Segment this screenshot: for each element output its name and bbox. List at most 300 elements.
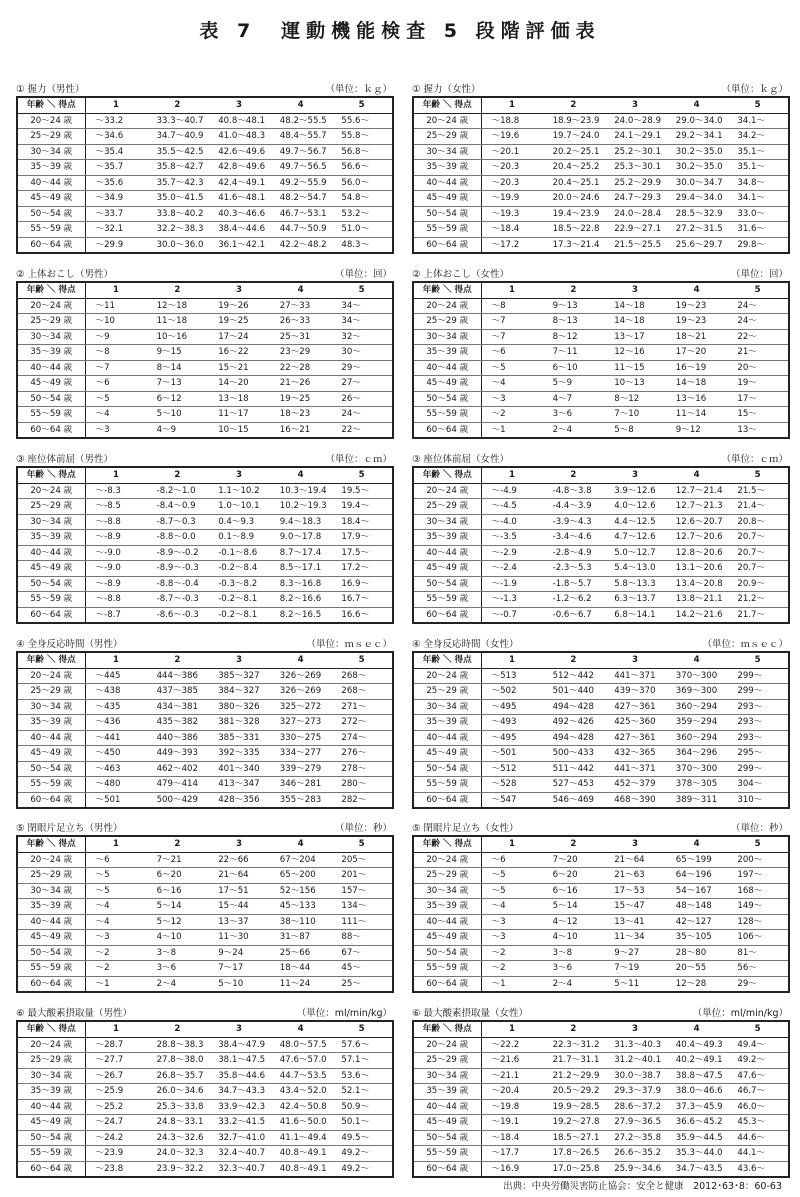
score-range-cell: 434～381: [147, 699, 209, 715]
score-range-cell: 299～: [727, 684, 789, 700]
score-range-cell: -3.4～4.6: [543, 530, 605, 546]
age-group-cell: 45～49 歳: [413, 1115, 481, 1131]
age-group-cell: 45～49 歳: [17, 561, 85, 577]
score-range-cell: 40.4～49.3: [666, 1037, 728, 1053]
table-row: [413, 345, 789, 361]
score-range-cell: 9.0～17.8: [270, 530, 332, 546]
score-range-cell: 26.6～35.2: [604, 1146, 666, 1162]
score-range-cell: 20～: [727, 360, 789, 376]
score-range-cell: 20.0～24.6: [543, 191, 605, 207]
age-group-cell: 30～34 歳: [17, 514, 85, 530]
score-range-cell: 9～24: [208, 945, 270, 961]
score-range-cell: 20.7～: [727, 545, 789, 561]
score-range-cell: 3.9～12.6: [604, 483, 666, 499]
score-table-section: [16, 79, 392, 254]
score-header: 4: [666, 97, 728, 113]
score-range-cell: 11～18: [147, 314, 209, 330]
table-row: [17, 191, 393, 207]
score-range-cell: 48～148: [666, 899, 728, 915]
age-score-header: 年齢 ＼ 得点: [17, 1021, 85, 1037]
score-range-cell: 12.7～21.3: [666, 499, 728, 515]
age-group-cell: 45～49 歳: [413, 930, 481, 946]
age-group-cell: 25～29 歳: [17, 684, 85, 700]
score-range-cell: 21.2～29.9: [543, 1068, 605, 1084]
section-title: ① 握力（女性）: [412, 84, 481, 95]
score-range-cell: 439～370: [604, 684, 666, 700]
score-range-cell: -2.3～5.3: [543, 561, 605, 577]
score-range-cell: 10～16: [147, 329, 209, 345]
score-range-cell: 88～: [331, 930, 393, 946]
score-range-cell: 26～: [331, 391, 393, 407]
score-range-cell: 6.8～14.1: [604, 607, 666, 623]
score-range-cell: -8.8～0.0: [147, 530, 209, 546]
score-range-cell: 34.2～: [727, 129, 789, 145]
score-range-cell: 5.8～13.3: [604, 576, 666, 592]
score-range-cell: ～5: [85, 391, 147, 407]
score-range-cell: ～5: [481, 360, 543, 376]
score-range-cell: 13～: [727, 422, 789, 438]
score-range-cell: 31.6～: [727, 222, 789, 238]
score-range-cell: -0.1～8.6: [208, 545, 270, 561]
table-row: [17, 715, 393, 731]
score-range-cell: ～-8.8: [85, 592, 147, 608]
score-table: [16, 96, 394, 254]
score-range-cell: 546～469: [543, 792, 605, 808]
score-range-cell: 49.4～: [727, 1037, 789, 1053]
score-range-cell: 1.1～10.2: [208, 483, 270, 499]
table-row: [413, 1130, 789, 1146]
age-group-cell: 25～29 歳: [17, 499, 85, 515]
table-row: [17, 883, 393, 899]
score-range-cell: 326～269: [270, 668, 332, 684]
score-table-section: [16, 1003, 392, 1178]
score-range-cell: -4.4～3.9: [543, 499, 605, 515]
table-row: [17, 668, 393, 684]
age-group-cell: 55～59 歳: [17, 961, 85, 977]
score-header: 1: [481, 467, 543, 483]
score-header: 1: [481, 282, 543, 298]
score-range-cell: 385～327: [208, 668, 270, 684]
score-range-cell: ～436: [85, 715, 147, 731]
score-range-cell: 3～8: [543, 945, 605, 961]
table-row: [413, 422, 789, 438]
score-range-cell: 13～18: [208, 391, 270, 407]
score-range-cell: 16.6～: [331, 607, 393, 623]
table-row: [413, 1084, 789, 1100]
score-range-cell: ～4: [481, 899, 543, 915]
table-header-row: [413, 1021, 789, 1037]
score-range-cell: 40.8～48.1: [208, 113, 270, 129]
section-header: [412, 634, 788, 650]
score-table-section: [16, 818, 392, 993]
score-range-cell: 8.2～16.5: [270, 607, 332, 623]
score-range-cell: 17.5～: [331, 545, 393, 561]
score-range-cell: 45～133: [270, 899, 332, 915]
score-range-cell: 492～426: [543, 715, 605, 731]
score-range-cell: 24.0～28.4: [604, 206, 666, 222]
score-range-cell: 9～27: [604, 945, 666, 961]
score-range-cell: 299～: [727, 668, 789, 684]
score-range-cell: 3～6: [543, 407, 605, 423]
score-range-cell: 53.6～: [331, 1068, 393, 1084]
score-range-cell: 4～12: [543, 914, 605, 930]
table-row: [17, 499, 393, 515]
table-row: [413, 545, 789, 561]
table-row: [413, 113, 789, 129]
age-group-cell: 20～24 歳: [17, 668, 85, 684]
score-range-cell: 20.7～: [727, 561, 789, 577]
score-range-cell: ～-9.0: [85, 545, 147, 561]
score-range-cell: 293～: [727, 715, 789, 731]
age-group-cell: 50～54 歳: [413, 1130, 481, 1146]
table-row: [17, 144, 393, 160]
score-range-cell: 81～: [727, 945, 789, 961]
table-row: [17, 592, 393, 608]
score-range-cell: 33.3～40.7: [147, 113, 209, 129]
score-range-cell: ～-8.3: [85, 483, 147, 499]
score-range-cell: 197～: [727, 868, 789, 884]
score-range-cell: 40.2～49.1: [666, 1053, 728, 1069]
score-range-cell: 28.5～32.9: [666, 206, 728, 222]
score-range-cell: 8～12: [543, 329, 605, 345]
score-range-cell: 370～300: [666, 668, 728, 684]
score-range-cell: ～17.2: [481, 237, 543, 253]
age-group-cell: 60～64 歳: [17, 422, 85, 438]
age-group-cell: 35～39 歳: [413, 530, 481, 546]
score-range-cell: ～-8.7: [85, 607, 147, 623]
score-range-cell: 13.8～21.1: [666, 592, 728, 608]
score-range-cell: 24.3～32.6: [147, 1130, 209, 1146]
score-range-cell: 4～9: [147, 422, 209, 438]
score-range-cell: ～441: [85, 730, 147, 746]
table-row: [413, 1037, 789, 1053]
score-range-cell: 41.0～48.3: [208, 129, 270, 145]
age-group-cell: 60～64 歳: [413, 607, 481, 623]
section-unit: （単位：ｍｓｅｃ）: [306, 639, 392, 650]
score-range-cell: ～445: [85, 668, 147, 684]
table-row: [17, 483, 393, 499]
score-range-cell: -0.6～6.7: [543, 607, 605, 623]
score-range-cell: 40.8～49.1: [270, 1161, 332, 1177]
table-row: [413, 530, 789, 546]
score-range-cell: ～8: [85, 345, 147, 361]
score-range-cell: -0.3～8.2: [208, 576, 270, 592]
score-range-cell: 0.4～9.3: [208, 514, 270, 530]
age-score-header: 年齢 ＼ 得点: [413, 1021, 481, 1037]
score-range-cell: 5～9: [543, 376, 605, 392]
score-range-cell: 47.6～57.0: [270, 1053, 332, 1069]
age-group-cell: 60～64 歳: [413, 422, 481, 438]
score-range-cell: 8～13: [543, 314, 605, 330]
score-range-cell: ～-8.5: [85, 499, 147, 515]
score-range-cell: 326～269: [270, 684, 332, 700]
score-header: 2: [543, 467, 605, 483]
score-range-cell: 432～365: [604, 746, 666, 762]
score-range-cell: 36.6～45.2: [666, 1115, 728, 1131]
score-range-cell: 293～: [727, 699, 789, 715]
age-group-cell: 25～29 歳: [17, 1053, 85, 1069]
age-group-cell: 20～24 歳: [413, 1037, 481, 1053]
age-group-cell: 35～39 歳: [17, 899, 85, 915]
score-range-cell: 8.2～16.6: [270, 592, 332, 608]
score-range-cell: 369～300: [666, 684, 728, 700]
score-header: 2: [543, 282, 605, 298]
score-range-cell: 389～311: [666, 792, 728, 808]
score-range-cell: 67～204: [270, 852, 332, 868]
table-row: [413, 1068, 789, 1084]
score-range-cell: 34.7～43.5: [666, 1161, 728, 1177]
score-range-cell: ～3: [481, 914, 543, 930]
score-table: [412, 835, 790, 993]
score-range-cell: 4.4～12.5: [604, 514, 666, 530]
score-range-cell: 381～328: [208, 715, 270, 731]
score-range-cell: 494～428: [543, 699, 605, 715]
score-range-cell: 49.7～56.5: [270, 160, 332, 176]
score-range-cell: 268～: [331, 684, 393, 700]
score-range-cell: 26～33: [270, 314, 332, 330]
age-score-header: 年齢 ＼ 得点: [413, 467, 481, 483]
table-row: [17, 1084, 393, 1100]
score-header: 3: [604, 652, 666, 668]
score-range-cell: 35.1～: [727, 160, 789, 176]
age-score-header: 年齢 ＼ 得点: [413, 652, 481, 668]
score-range-cell: ～35.4: [85, 144, 147, 160]
score-range-cell: 49.7～56.7: [270, 144, 332, 160]
section-unit: （単位：ml/min/kg）: [692, 1008, 788, 1019]
age-group-cell: 20～24 歳: [17, 1037, 85, 1053]
table-row: [17, 1037, 393, 1053]
score-range-cell: 37.3～45.9: [666, 1099, 728, 1115]
score-range-cell: 10.3～19.4: [270, 483, 332, 499]
score-range-cell: 4.7～12.6: [604, 530, 666, 546]
score-range-cell: ～16.9: [481, 1161, 543, 1177]
score-range-cell: 5～12: [147, 914, 209, 930]
table-row: [413, 144, 789, 160]
score-range-cell: 24～: [331, 407, 393, 423]
score-range-cell: ～7: [481, 329, 543, 345]
score-range-cell: ～4: [85, 407, 147, 423]
age-group-cell: 55～59 歳: [17, 222, 85, 238]
score-range-cell: 49.2～55.9: [270, 175, 332, 191]
score-range-cell: ～18.4: [481, 1130, 543, 1146]
score-range-cell: ～2: [85, 945, 147, 961]
score-range-cell: 34～: [331, 314, 393, 330]
score-range-cell: 44.7～50.9: [270, 222, 332, 238]
score-range-cell: 16～22: [208, 345, 270, 361]
score-range-cell: 360～294: [666, 730, 728, 746]
table-row: [413, 976, 789, 992]
score-range-cell: 11～14: [666, 407, 728, 423]
score-range-cell: 49.2～: [331, 1161, 393, 1177]
age-group-cell: 20～24 歳: [413, 483, 481, 499]
score-range-cell: 16.9～: [331, 576, 393, 592]
score-range-cell: 52～156: [270, 883, 332, 899]
score-range-cell: 42.2～48.2: [270, 237, 332, 253]
score-range-cell: 106～: [727, 930, 789, 946]
score-range-cell: 20.9～: [727, 576, 789, 592]
age-group-cell: 30～34 歳: [413, 883, 481, 899]
age-score-header: 年齢 ＼ 得点: [17, 282, 85, 298]
score-header: 3: [604, 467, 666, 483]
age-group-cell: 35～39 歳: [17, 530, 85, 546]
age-group-cell: 25～29 歳: [413, 1053, 481, 1069]
score-header: 5: [331, 467, 393, 483]
age-score-header: 年齢 ＼ 得点: [17, 97, 85, 113]
score-range-cell: 22～: [727, 329, 789, 345]
score-range-cell: 14～18: [666, 376, 728, 392]
score-range-cell: 44.1～: [727, 1146, 789, 1162]
score-range-cell: 44.6～: [727, 1130, 789, 1146]
age-group-cell: 55～59 歳: [413, 1146, 481, 1162]
score-range-cell: 24.0～28.9: [604, 113, 666, 129]
table-row: [413, 360, 789, 376]
age-group-cell: 35～39 歳: [17, 160, 85, 176]
table-row: [413, 852, 789, 868]
table-row: [17, 914, 393, 930]
score-range-cell: 24.7～29.3: [604, 191, 666, 207]
score-range-cell: 14～20: [208, 376, 270, 392]
score-range-cell: 29.0～34.0: [666, 113, 728, 129]
score-range-cell: 21～64: [208, 868, 270, 884]
score-range-cell: 27.2～31.5: [666, 222, 728, 238]
score-range-cell: 271～: [331, 699, 393, 715]
score-range-cell: 26.8～35.7: [147, 1068, 209, 1084]
age-group-cell: 35～39 歳: [17, 345, 85, 361]
age-group-cell: 50～54 歳: [413, 206, 481, 222]
score-range-cell: 34.7～40.9: [147, 129, 209, 145]
score-range-cell: 441～371: [604, 668, 666, 684]
section-header: [16, 634, 392, 650]
score-range-cell: 24.0～32.3: [147, 1146, 209, 1162]
table-row: [17, 237, 393, 253]
age-group-cell: 40～44 歳: [413, 1099, 481, 1115]
age-score-header: 年齢 ＼ 得点: [413, 282, 481, 298]
score-table: [412, 651, 790, 809]
score-range-cell: 34.1～: [727, 191, 789, 207]
score-header: 1: [481, 652, 543, 668]
score-range-cell: 24～: [727, 314, 789, 330]
score-range-cell: ～5: [481, 883, 543, 899]
score-range-cell: 46.7～: [727, 1084, 789, 1100]
score-range-cell: 452～379: [604, 777, 666, 793]
age-group-cell: 30～34 歳: [413, 514, 481, 530]
score-range-cell: 30～: [331, 345, 393, 361]
table-row: [413, 914, 789, 930]
score-range-cell: 21～63: [604, 868, 666, 884]
score-range-cell: 43.6～: [727, 1161, 789, 1177]
score-range-cell: 157～: [331, 883, 393, 899]
score-range-cell: 280～: [331, 777, 393, 793]
score-range-cell: 13～37: [208, 914, 270, 930]
score-range-cell: 50.9～: [331, 1099, 393, 1115]
score-range-cell: 19.7～24.0: [543, 129, 605, 145]
score-range-cell: 42.4～49.1: [208, 175, 270, 191]
score-range-cell: 19～25: [270, 391, 332, 407]
score-range-cell: 18～21: [666, 329, 728, 345]
score-range-cell: 29.4～34.0: [666, 191, 728, 207]
score-range-cell: 428～356: [208, 792, 270, 808]
score-range-cell: 268～: [331, 668, 393, 684]
score-range-cell: 56.6～: [331, 160, 393, 176]
score-range-cell: ～20.3: [481, 160, 543, 176]
score-range-cell: 17.2～: [331, 561, 393, 577]
score-header: 3: [208, 652, 270, 668]
table-row: [17, 422, 393, 438]
score-range-cell: 22～66: [208, 852, 270, 868]
age-group-cell: 30～34 歳: [413, 699, 481, 715]
table-header-row: [17, 836, 393, 852]
section-header: [412, 818, 788, 834]
score-range-cell: 22.9～27.1: [604, 222, 666, 238]
score-range-cell: 6～20: [147, 868, 209, 884]
age-group-cell: 45～49 歳: [413, 561, 481, 577]
table-row: [17, 761, 393, 777]
score-range-cell: 21.7～31.1: [543, 1053, 605, 1069]
table-header-row: [17, 467, 393, 483]
score-range-cell: 42～127: [666, 914, 728, 930]
table-row: [17, 746, 393, 762]
score-range-cell: 33.2～41.5: [208, 1115, 270, 1131]
score-range-cell: 4.0～12.6: [604, 499, 666, 515]
score-range-cell: 6～12: [147, 391, 209, 407]
table-row: [413, 499, 789, 515]
score-range-cell: 54～167: [666, 883, 728, 899]
table-row: [17, 868, 393, 884]
score-range-cell: 42.4～50.8: [270, 1099, 332, 1115]
score-range-cell: 20.4～25.2: [543, 160, 605, 176]
score-range-cell: 13.4～20.8: [666, 576, 728, 592]
section-header: [16, 1003, 392, 1019]
age-group-cell: 35～39 歳: [413, 1084, 481, 1100]
score-range-cell: 168～: [727, 883, 789, 899]
score-range-cell: 392～335: [208, 746, 270, 762]
score-range-cell: ～21.6: [481, 1053, 543, 1069]
score-range-cell: 18～23: [270, 407, 332, 423]
score-range-cell: 35～105: [666, 930, 728, 946]
age-group-cell: 30～34 歳: [17, 144, 85, 160]
score-range-cell: 200～: [727, 852, 789, 868]
score-range-cell: ～33.7: [85, 206, 147, 222]
score-range-cell: ～1: [481, 976, 543, 992]
score-range-cell: 64～196: [666, 868, 728, 884]
score-range-cell: ～-4.0: [481, 514, 543, 530]
score-range-cell: ～25.9: [85, 1084, 147, 1100]
score-range-cell: 49.2～: [727, 1053, 789, 1069]
score-range-cell: 19～23: [666, 298, 728, 314]
age-group-cell: 55～59 歳: [413, 592, 481, 608]
score-range-cell: ～20.3: [481, 175, 543, 191]
score-range-cell: 15～47: [604, 899, 666, 915]
score-range-cell: 48.4～55.7: [270, 129, 332, 145]
score-range-cell: 3～6: [147, 961, 209, 977]
score-range-cell: 282～: [331, 792, 393, 808]
score-header: 5: [727, 652, 789, 668]
table-row: [17, 113, 393, 129]
score-range-cell: 32.3～40.7: [208, 1161, 270, 1177]
score-header: 4: [666, 282, 728, 298]
age-group-cell: 40～44 歳: [17, 914, 85, 930]
table-row: [413, 175, 789, 191]
section-title: ⑥ 最大酸素摂取量（男性）: [16, 1008, 133, 1019]
score-range-cell: 444～386: [147, 668, 209, 684]
score-range-cell: ～3: [481, 391, 543, 407]
age-group-cell: 35～39 歳: [413, 899, 481, 915]
score-range-cell: 500～429: [147, 792, 209, 808]
age-group-cell: 30～34 歳: [413, 1068, 481, 1084]
score-range-cell: ～8: [481, 298, 543, 314]
score-range-cell: ～-8.9: [85, 530, 147, 546]
table-header-row: [17, 652, 393, 668]
